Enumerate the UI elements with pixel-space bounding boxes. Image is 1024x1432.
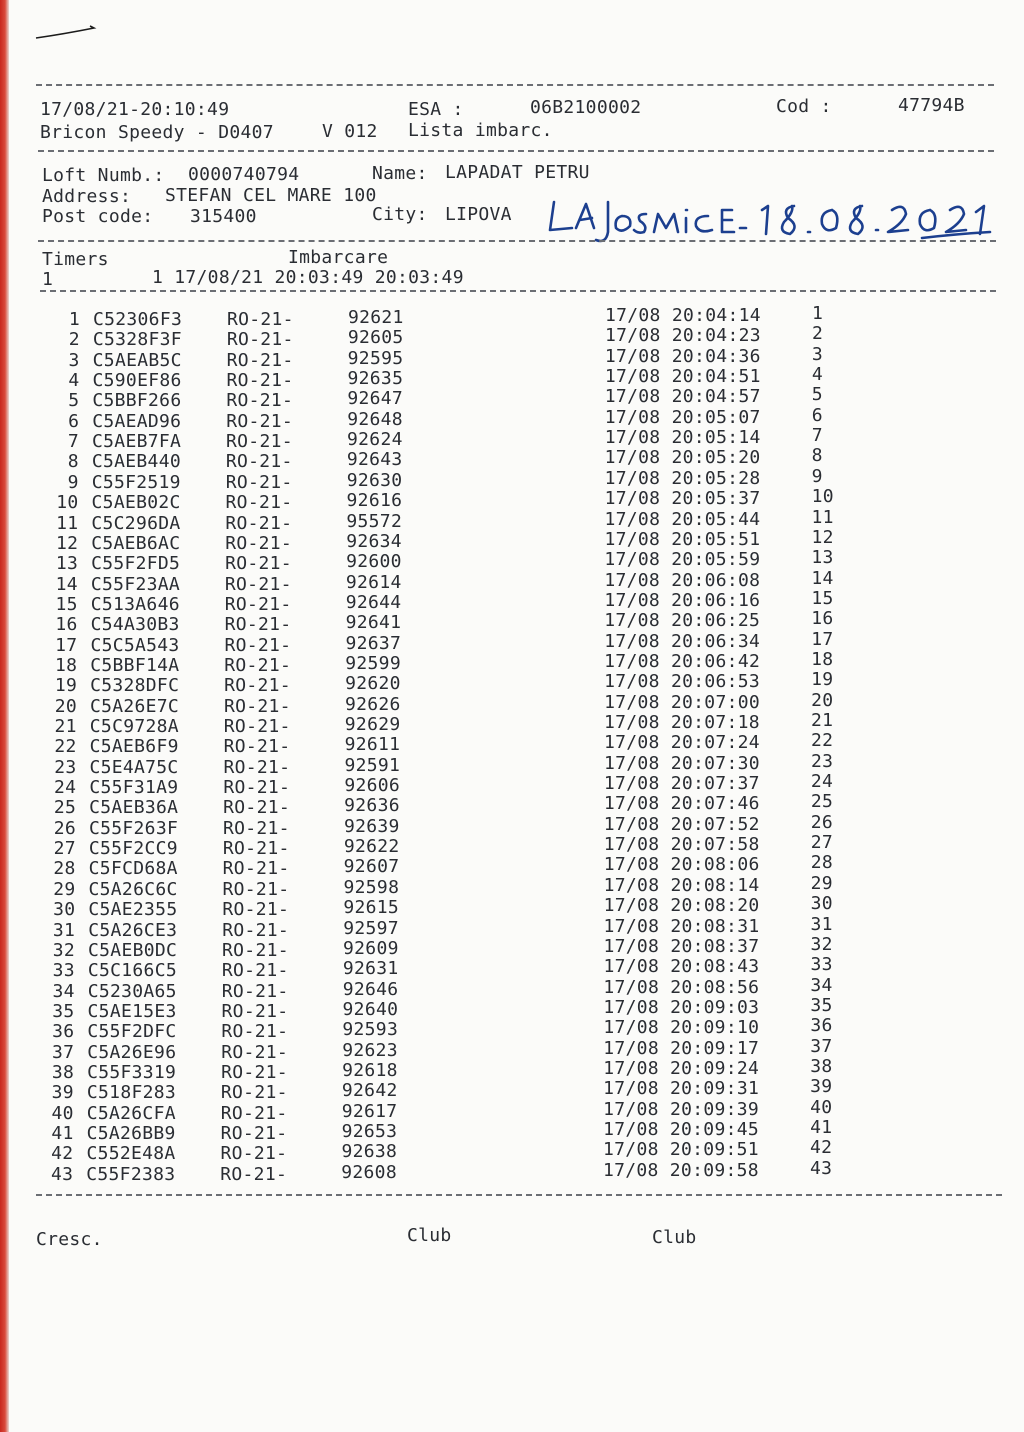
sequence-number: 23	[810, 750, 834, 772]
row-index: 37	[51, 1041, 75, 1063]
chip-id: C5AEB6F9	[89, 736, 179, 758]
arrival-time: 17/08 20:04:36	[604, 345, 761, 367]
city-label: City:	[372, 204, 428, 225]
ring-prefix: RO-21-	[221, 1061, 288, 1083]
ring-number: 92618	[342, 1059, 398, 1081]
sequence-number: 38	[810, 1055, 833, 1077]
arrival-time: 17/08 20:08:31	[603, 915, 760, 937]
chip-id: C55F2383	[86, 1163, 176, 1185]
ring-number: 92644	[345, 591, 402, 613]
device-version: V 012	[322, 121, 378, 142]
ring-prefix: RO-21-	[221, 1021, 289, 1043]
postcode-value: 315400	[190, 206, 257, 227]
arrival-time: 17/08 20:07:30	[603, 752, 760, 774]
row-index: 7	[67, 431, 80, 453]
cod-value: 47794B	[898, 95, 965, 116]
row-index: 21	[54, 716, 77, 737]
arrival-time: 17/08 20:09:24	[603, 1057, 760, 1079]
sequence-number: 40	[810, 1096, 833, 1118]
row-index: 40	[51, 1102, 74, 1124]
row-index: 13	[55, 553, 79, 575]
sequence-number: 30	[810, 893, 833, 915]
row-index: 25	[53, 797, 77, 819]
timers-label: Timers	[42, 249, 109, 270]
sequence-number: 36	[810, 1015, 833, 1037]
arrival-time: 17/08 20:08:56	[603, 976, 760, 998]
ring-prefix: RO-21-	[224, 573, 292, 595]
footer-club-2: Club	[652, 1227, 697, 1248]
arrival-time: 17/08 20:06:25	[604, 610, 761, 632]
arrival-time: 17/08 20:05:51	[604, 528, 761, 550]
row-index: 18	[55, 654, 78, 676]
ring-prefix: RO-21-	[220, 1163, 288, 1185]
chip-id: C55F2519	[91, 471, 181, 493]
arrival-time: 17/08 20:04:51	[604, 366, 761, 388]
paper-red-edge	[0, 0, 9, 1432]
row-index: 26	[53, 817, 76, 839]
ring-prefix: RO-21-	[226, 431, 293, 453]
esa-label: ESA :	[408, 99, 464, 120]
ring-number: 92629	[344, 714, 401, 735]
sequence-number: 26	[810, 811, 834, 833]
address-value: STEFAN CEL MARE 100	[165, 185, 377, 206]
chip-id: C5AEB7FA	[92, 431, 182, 453]
ring-prefix: RO-21-	[222, 899, 290, 921]
chip-id: C55F31A9	[89, 777, 179, 799]
row-index: 1	[68, 309, 80, 330]
row-index: 2	[68, 329, 80, 351]
arrival-time: 17/08 20:05:44	[604, 508, 761, 530]
row-index: 12	[55, 532, 79, 554]
sequence-number: 25	[810, 791, 834, 813]
ring-prefix: RO-21-	[223, 756, 291, 778]
ring-number: 92598	[343, 876, 400, 898]
ring-prefix: RO-21-	[225, 553, 292, 575]
arrival-time: 17/08 20:09:58	[602, 1159, 759, 1181]
loft-label: Loft Numb.:	[42, 165, 165, 186]
sequence-number: 3	[811, 343, 824, 365]
sequence-number: 11	[811, 506, 834, 528]
sequence-number: 10	[811, 486, 834, 508]
sequence-number: 22	[810, 730, 834, 752]
ring-prefix: RO-21-	[222, 919, 290, 941]
ring-prefix: RO-21-	[221, 960, 289, 982]
ring-number: 92606	[344, 775, 400, 797]
ring-number: 92641	[345, 612, 402, 634]
chip-id: C5C5A543	[90, 634, 180, 656]
row-index: 38	[51, 1061, 75, 1083]
chip-id: C54A30B3	[90, 614, 180, 636]
row-index: 17	[55, 634, 78, 656]
ring-number: 92617	[341, 1100, 398, 1122]
ring-number: 92608	[341, 1161, 397, 1183]
row-index: 43	[51, 1163, 74, 1185]
ring-prefix: RO-21-	[220, 1123, 288, 1144]
chip-id: C590EF86	[92, 370, 182, 392]
divider-owner	[38, 240, 996, 242]
sequence-number: 5	[811, 384, 823, 406]
ring-number: 92600	[346, 551, 402, 573]
ring-prefix: RO-21-	[222, 878, 290, 900]
ring-prefix: RO-21-	[226, 349, 294, 371]
arrival-time: 17/08 20:07:24	[603, 732, 760, 754]
row-index: 35	[52, 1000, 75, 1022]
arrival-time: 17/08 20:09:45	[603, 1119, 759, 1140]
arrival-time: 17/08 20:07:37	[603, 773, 760, 795]
ring-number: 92595	[347, 347, 404, 369]
ring-number: 92611	[344, 734, 401, 756]
sequence-number: 37	[810, 1035, 833, 1057]
ring-prefix: RO-21-	[225, 451, 293, 473]
ring-prefix: RO-21-	[222, 858, 290, 880]
ring-prefix: RO-21-	[221, 1041, 289, 1063]
row-index: 30	[53, 899, 76, 921]
owner-name: LAPADAT PETRU	[445, 162, 590, 183]
arrival-time: 17/08 20:08:06	[603, 854, 760, 876]
timer-imbarcare-values: 1 17/08/21 20:03:49 20:03:49	[152, 267, 464, 288]
ring-prefix: RO-21-	[222, 939, 289, 961]
chip-id: C5328F3F	[92, 329, 182, 351]
ring-number: 92597	[343, 917, 399, 939]
sequence-number: 28	[810, 852, 833, 874]
arrival-time: 17/08 20:07:46	[603, 793, 760, 815]
imbarcare-label: Imbarcare	[288, 247, 389, 268]
ring-prefix: RO-21-	[225, 512, 293, 534]
sequence-number: 13	[811, 547, 834, 569]
ring-prefix: RO-21-	[220, 1143, 288, 1165]
chip-id: C52306F3	[93, 309, 183, 330]
sequence-number: 20	[811, 689, 834, 711]
ring-number: 92638	[341, 1141, 398, 1163]
ring-number: 92609	[343, 937, 399, 959]
chip-id: C5230A65	[87, 980, 177, 1002]
chip-id: C5A26CE3	[88, 919, 178, 941]
arrival-time: 17/08 20:06:16	[604, 589, 761, 611]
footer-club-1: Club	[407, 1225, 452, 1246]
ring-number: 92591	[344, 754, 401, 776]
chip-id: C55F2FD5	[91, 553, 181, 575]
ring-prefix: RO-21-	[223, 777, 291, 799]
sequence-number: 29	[810, 872, 833, 894]
chip-id: C5AEB6AC	[91, 532, 181, 554]
loft-number: 0000740794	[188, 164, 300, 185]
sequence-number: 21	[811, 710, 834, 731]
arrival-time: 17/08 20:05:14	[604, 427, 761, 449]
ring-prefix: RO-21-	[223, 716, 291, 737]
chip-id: C55F263F	[89, 817, 179, 839]
arrival-time: 17/08 20:07:52	[603, 813, 760, 835]
arrival-time: 17/08 20:09:39	[603, 1098, 760, 1120]
sequence-number: 2	[811, 323, 824, 345]
sequence-number: 43	[809, 1157, 833, 1179]
sequence-number: 9	[811, 465, 823, 487]
sequence-number: 4	[811, 364, 823, 386]
handwritten-note-signature	[546, 188, 1006, 248]
sequence-number: 27	[810, 832, 834, 854]
ring-number: 92615	[343, 897, 400, 919]
row-index: 9	[67, 471, 79, 493]
arrival-time: 17/08 20:08:43	[603, 956, 760, 978]
ring-number: 92624	[347, 429, 403, 451]
row-index: 41	[51, 1123, 74, 1144]
chip-id: C5328DFC	[90, 675, 180, 697]
ring-number: 92630	[346, 469, 403, 491]
city-value: LIPOVA	[445, 204, 512, 225]
ring-prefix: RO-21-	[224, 634, 292, 656]
ring-number: 92599	[345, 652, 401, 674]
row-index: 19	[54, 675, 78, 697]
divider-bottom	[36, 1194, 1002, 1196]
sequence-number: 42	[810, 1137, 833, 1159]
chip-id: C55F2DFC	[87, 1021, 177, 1043]
sequence-number: 7	[811, 425, 823, 447]
ring-number: 92648	[347, 408, 403, 430]
arrival-time: 17/08 20:08:14	[603, 874, 760, 896]
chip-id: C5AE15E3	[87, 1000, 177, 1022]
ring-number: 95572	[346, 510, 403, 532]
arrival-time: 17/08 20:09:31	[603, 1078, 760, 1100]
chip-id: C5AEAB5C	[92, 349, 182, 371]
ring-number: 92605	[347, 327, 404, 349]
row-index: 23	[54, 756, 77, 778]
ring-prefix: RO-21-	[224, 614, 292, 636]
ring-number: 92631	[342, 958, 399, 980]
chip-id: C5BBF14A	[90, 654, 180, 676]
ring-number: 92636	[344, 795, 400, 817]
row-index: 14	[55, 573, 78, 595]
chip-id: C55F3319	[87, 1061, 177, 1083]
ring-prefix: RO-21-	[220, 1082, 288, 1104]
row-index: 27	[53, 838, 76, 860]
divider-timers	[40, 290, 996, 292]
row-index: 22	[54, 736, 77, 758]
chip-id: C5AEB02C	[91, 492, 181, 514]
ring-prefix: RO-21-	[221, 980, 289, 1002]
chip-id: C55F23AA	[90, 573, 181, 595]
row-index: 31	[52, 919, 76, 941]
arrival-time: 17/08 20:09:17	[603, 1037, 760, 1059]
ring-prefix: RO-21-	[226, 370, 294, 392]
device-name: Bricon Speedy - D0407	[40, 122, 274, 143]
arrival-time: 17/08 20:04:14	[605, 305, 761, 326]
ring-prefix: RO-21-	[223, 736, 291, 758]
cod-label: Cod :	[776, 96, 832, 117]
row-index: 3	[68, 349, 80, 371]
row-index: 34	[52, 980, 75, 1002]
row-index: 11	[56, 512, 79, 534]
ring-prefix: RO-21-	[221, 1000, 289, 1022]
arrival-time: 17/08 20:07:18	[604, 712, 760, 733]
chip-id: C518F283	[86, 1082, 177, 1104]
postcode-label: Post code:	[42, 206, 154, 227]
ring-number: 92621	[348, 307, 404, 328]
row-index: 42	[51, 1143, 74, 1165]
ring-number: 92637	[345, 632, 402, 654]
ring-number: 92642	[341, 1080, 398, 1102]
row-index: 8	[67, 451, 79, 473]
row-index: 28	[53, 858, 76, 880]
chip-id: C55F2CC9	[88, 838, 178, 860]
divider-top	[36, 84, 994, 86]
sequence-number: 15	[811, 587, 834, 609]
ring-number: 92646	[342, 978, 399, 1000]
arrival-time: 17/08 20:05:28	[604, 467, 761, 489]
ring-number: 92643	[346, 449, 403, 471]
arrival-time: 17/08 20:09:03	[603, 996, 760, 1018]
chip-id: C5C296DA	[91, 512, 181, 534]
arrival-time: 17/08 20:09:51	[603, 1139, 759, 1161]
ring-number: 92634	[346, 530, 402, 552]
sequence-number: 34	[810, 974, 833, 996]
sequence-number: 33	[810, 954, 833, 976]
sequence-number: 35	[810, 994, 833, 1016]
ring-number: 92616	[346, 490, 403, 512]
arrival-time: 17/08 20:06:53	[604, 671, 761, 693]
arrival-time: 17/08 20:07:58	[603, 834, 760, 856]
ring-prefix: RO-21-	[225, 532, 293, 554]
row-index: 29	[53, 878, 76, 900]
sequence-number: 1	[812, 303, 824, 324]
arrival-time: 17/08 20:09:10	[603, 1017, 760, 1039]
chip-id: C5AEB440	[91, 451, 181, 473]
arrival-time: 17/08 20:06:34	[604, 630, 761, 652]
row-index: 32	[52, 939, 76, 961]
arrival-time: 17/08 20:05:20	[604, 447, 761, 469]
chip-id: C552E48A	[86, 1143, 176, 1165]
sequence-number: 32	[810, 933, 833, 955]
sequence-number: 8	[811, 445, 823, 467]
sequence-number: 24	[810, 771, 834, 793]
ring-prefix: RO-21-	[224, 675, 291, 697]
ring-number: 92635	[347, 368, 404, 390]
chip-id: C5A26C6C	[88, 878, 178, 900]
ring-prefix: RO-21-	[223, 817, 290, 839]
footer-cresc: Cresc.	[36, 1229, 103, 1250]
ring-prefix: RO-21-	[223, 695, 291, 717]
chip-id: C5A26E7C	[89, 695, 180, 717]
divider-header	[38, 150, 994, 152]
row-index: 39	[51, 1082, 74, 1104]
row-index: 33	[52, 960, 75, 982]
ring-prefix: RO-21-	[220, 1102, 288, 1124]
row-index: 4	[68, 370, 80, 392]
ring-prefix: RO-21-	[226, 390, 294, 412]
ring-number: 92622	[343, 836, 400, 858]
ring-number: 92626	[344, 693, 401, 715]
ring-number: 92640	[342, 998, 399, 1020]
report-datetime: 17/08/21-20:10:49	[40, 99, 230, 120]
chip-id: C5FCD68A	[88, 858, 178, 880]
chip-id: C5C166C5	[87, 960, 177, 982]
name-label: Name:	[372, 163, 428, 184]
row-index: 10	[56, 492, 79, 514]
ring-prefix: RO-21-	[223, 797, 290, 819]
row-index: 6	[68, 410, 80, 432]
pen-mark	[34, 18, 98, 44]
ring-number: 92639	[344, 815, 400, 837]
ring-number: 92614	[345, 571, 402, 593]
arrival-time: 17/08 20:05:59	[604, 549, 761, 571]
chip-id: C5E4A75C	[89, 756, 179, 778]
sequence-number: 41	[810, 1117, 833, 1138]
ring-number: 92647	[347, 388, 404, 410]
chip-id: C5BBF266	[92, 390, 182, 412]
ring-prefix: RO-21-	[222, 838, 290, 860]
sequence-number: 19	[811, 669, 834, 691]
chip-id: C5A26BB9	[86, 1123, 176, 1144]
sequence-number: 16	[811, 608, 834, 630]
arrival-time: 17/08 20:05:07	[604, 406, 761, 428]
ring-prefix: RO-21-	[224, 654, 292, 676]
ring-number: 92620	[345, 673, 401, 695]
row-index: 24	[54, 777, 77, 799]
chip-id: C5AE2355	[88, 899, 178, 921]
arrival-time: 17/08 20:06:42	[604, 650, 761, 672]
chip-id: C5A26E96	[87, 1041, 177, 1063]
ring-number: 92593	[342, 1019, 399, 1041]
esa-value: 06B2100002	[530, 97, 642, 118]
row-index: 36	[52, 1021, 75, 1043]
chip-id: C5C9728A	[89, 716, 179, 737]
ring-number: 92623	[342, 1039, 398, 1061]
sequence-number: 18	[811, 648, 834, 670]
row-index: 5	[68, 390, 80, 412]
arrival-time: 17/08 20:08:37	[603, 935, 760, 957]
address-label: Address:	[42, 186, 132, 207]
row-index: 16	[55, 614, 78, 636]
ring-prefix: RO-21-	[226, 329, 294, 351]
arrival-time: 17/08 20:04:57	[604, 386, 761, 408]
sequence-number: 31	[810, 913, 833, 935]
chip-id: C513A646	[90, 593, 180, 615]
ring-number: 92653	[341, 1121, 398, 1142]
arrival-time: 17/08 20:07:00	[604, 691, 760, 713]
sequence-number: 39	[810, 1076, 833, 1098]
sequence-number: 17	[811, 628, 834, 650]
ring-prefix: RO-21-	[224, 593, 292, 615]
sequence-number: 14	[811, 567, 834, 589]
chip-id: C5AEAD96	[92, 410, 182, 432]
list-title: Lista imbarc.	[408, 120, 553, 141]
ring-prefix: RO-21-	[225, 471, 293, 493]
row-index: 20	[54, 695, 77, 717]
timer-number: 1	[42, 269, 54, 290]
arrival-time: 17/08 20:08:20	[603, 895, 760, 917]
ring-number: 92607	[343, 856, 400, 878]
ring-prefix: RO-21-	[225, 492, 293, 514]
arrival-time: 17/08 20:04:23	[604, 325, 761, 347]
chip-id: C5A26CFA	[86, 1102, 176, 1124]
sequence-number: 12	[811, 526, 834, 548]
ring-prefix: RO-21-	[227, 309, 294, 330]
arrival-time: 17/08 20:06:08	[604, 569, 761, 591]
chip-id: C5AEB36A	[89, 797, 179, 819]
ring-prefix: RO-21-	[226, 410, 294, 432]
row-index: 15	[55, 593, 78, 615]
chip-id: C5AEB0DC	[88, 939, 178, 961]
sequence-number: 6	[811, 404, 823, 426]
arrival-time: 17/08 20:05:37	[604, 488, 761, 510]
